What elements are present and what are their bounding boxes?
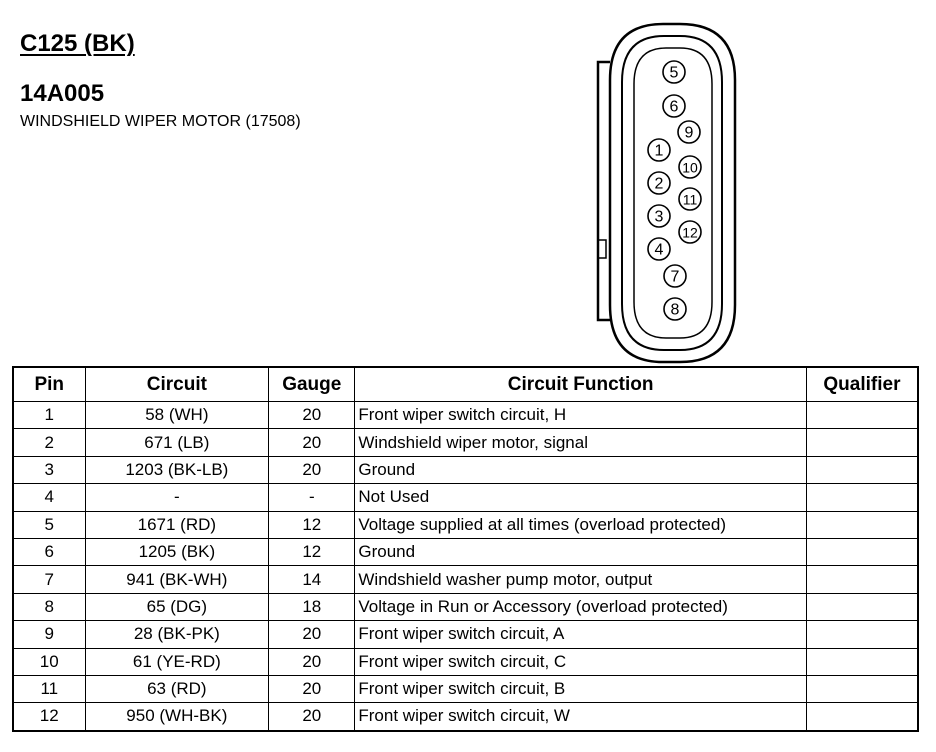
- connector-pin-label: 2: [654, 175, 664, 193]
- column-header-gauge: Gauge: [269, 367, 355, 402]
- pin-cell: 5: [13, 511, 85, 538]
- connector-pin-1: [648, 139, 670, 161]
- circuit-cell: 1671 (RD): [85, 511, 269, 538]
- circuit-cell: 950 (WH-BK): [85, 703, 269, 731]
- table-row: [13, 484, 918, 511]
- circuit-cell: 671 (LB): [85, 429, 269, 456]
- column-header-circuit-function: Circuit Function: [355, 367, 806, 402]
- circuit-cell: 941 (BK-WH): [85, 566, 269, 593]
- qualifier-cell: [806, 456, 918, 483]
- column-header-pin: Pin: [13, 367, 85, 402]
- connector-pin-9: [678, 121, 700, 143]
- table-row: [13, 402, 918, 429]
- connector-pin-label: 4: [654, 241, 664, 259]
- connector-pin-label: 12: [682, 224, 698, 241]
- connector-description: WINDSHIELD WIPER MOTOR (17508): [20, 113, 301, 130]
- column-header-circuit: Circuit: [85, 367, 269, 402]
- connector-pin-label: 7: [670, 268, 680, 286]
- pin-cell: 1: [13, 402, 85, 429]
- function-cell: Windshield wiper motor, signal: [355, 429, 806, 456]
- gauge-cell: -: [269, 484, 355, 511]
- connector-pin-label: 8: [670, 301, 680, 319]
- connector-pin-label: 11: [682, 191, 698, 208]
- pin-cell: 11: [13, 675, 85, 702]
- qualifier-cell: [806, 538, 918, 565]
- table-row: [13, 511, 918, 538]
- qualifier-cell: [806, 648, 918, 675]
- gauge-cell: 20: [269, 429, 355, 456]
- connector-pin-7: [664, 265, 686, 287]
- pinout-table: [12, 366, 919, 732]
- table-row: [13, 429, 918, 456]
- function-cell: Ground: [355, 456, 806, 483]
- connector-pin-6: [663, 95, 685, 117]
- function-cell: Front wiper switch circuit, W: [355, 703, 806, 731]
- gauge-cell: 14: [269, 566, 355, 593]
- connector-pin-10: [679, 156, 701, 178]
- function-cell: Windshield washer pump motor, output: [355, 566, 806, 593]
- connector-pin-label: 1: [654, 142, 664, 160]
- qualifier-cell: [806, 566, 918, 593]
- table-row: [13, 703, 918, 731]
- pin-cell: 6: [13, 538, 85, 565]
- function-cell: Voltage supplied at all times (overload protected): [355, 511, 806, 538]
- column-header-qualifier: Qualifier: [806, 367, 918, 402]
- pin-cell: 9: [13, 621, 85, 648]
- circuit-cell: 1203 (BK-LB): [85, 456, 269, 483]
- connector-pin-label: 10: [682, 159, 698, 176]
- gauge-cell: 20: [269, 621, 355, 648]
- table-row: [13, 538, 918, 565]
- connector-pin-label: 9: [684, 124, 694, 142]
- circuit-cell: 1205 (BK): [85, 538, 269, 565]
- function-cell: Front wiper switch circuit, B: [355, 675, 806, 702]
- table-row: [13, 566, 918, 593]
- qualifier-cell: [806, 484, 918, 511]
- pin-cell: 4: [13, 484, 85, 511]
- gauge-cell: 20: [269, 675, 355, 702]
- circuit-cell: 61 (YE-RD): [85, 648, 269, 675]
- gauge-cell: 12: [269, 511, 355, 538]
- connector-pin-11: [679, 188, 701, 210]
- connector-pin-label: 3: [654, 208, 664, 226]
- qualifier-cell: [806, 703, 918, 731]
- table-row: [13, 648, 918, 675]
- qualifier-cell: [806, 402, 918, 429]
- function-cell: Voltage in Run or Accessory (overload protected): [355, 593, 806, 620]
- connector-pin-8: [664, 298, 686, 320]
- pin-cell: 2: [13, 429, 85, 456]
- connector-face-diagram: [580, 22, 740, 367]
- gauge-cell: 20: [269, 402, 355, 429]
- gauge-cell: 12: [269, 538, 355, 565]
- pin-cell: 10: [13, 648, 85, 675]
- pin-cell: 3: [13, 456, 85, 483]
- circuit-cell: 58 (WH): [85, 402, 269, 429]
- function-cell: Front wiper switch circuit, A: [355, 621, 806, 648]
- part-number: 14A005: [20, 80, 105, 107]
- gauge-cell: 20: [269, 703, 355, 731]
- function-cell: Not Used: [355, 484, 806, 511]
- table-row: [13, 621, 918, 648]
- connector-id: C125 (BK): [20, 30, 135, 57]
- table-header-row: [13, 367, 918, 402]
- connector-pin-5: [663, 61, 685, 83]
- qualifier-cell: [806, 621, 918, 648]
- circuit-cell: 63 (RD): [85, 675, 269, 702]
- circuit-cell: 28 (BK-PK): [85, 621, 269, 648]
- connector-cavity: [634, 48, 712, 338]
- table-row: [13, 593, 918, 620]
- connector-pin-label: 6: [669, 98, 679, 116]
- function-cell: Front wiper switch circuit, H: [355, 402, 806, 429]
- connector-pin-label: 5: [669, 64, 679, 82]
- qualifier-cell: [806, 593, 918, 620]
- pin-cell: 8: [13, 593, 85, 620]
- connector-pin-12: [679, 221, 701, 243]
- pin-cell: 7: [13, 566, 85, 593]
- circuit-cell: -: [85, 484, 269, 511]
- connector-pin-3: [648, 205, 670, 227]
- gauge-cell: 20: [269, 456, 355, 483]
- circuit-cell: 65 (DG): [85, 593, 269, 620]
- qualifier-cell: [806, 675, 918, 702]
- connector-pin-4: [648, 238, 670, 260]
- connector-latch: [598, 62, 610, 320]
- connector-pin-2: [648, 172, 670, 194]
- function-cell: Front wiper switch circuit, C: [355, 648, 806, 675]
- function-cell: Ground: [355, 538, 806, 565]
- gauge-cell: 18: [269, 593, 355, 620]
- qualifier-cell: [806, 511, 918, 538]
- table-row: [13, 675, 918, 702]
- gauge-cell: 20: [269, 648, 355, 675]
- pin-cell: 12: [13, 703, 85, 731]
- qualifier-cell: [806, 429, 918, 456]
- table-row: [13, 456, 918, 483]
